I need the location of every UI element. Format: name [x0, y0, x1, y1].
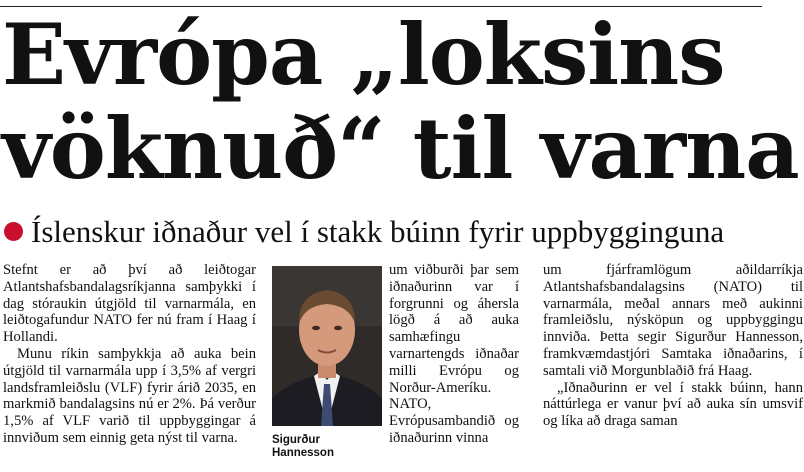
photo-caption — [272, 434, 382, 460]
article-column-2 — [389, 262, 519, 447]
subheadline-text: Íslenskur iðnaður vel í stakk búinn fyrir uppbygginguna — [31, 214, 725, 249]
caption-line: Sigurður — [272, 434, 320, 446]
headline-line: vöknuð“ til varna — [2, 99, 799, 198]
paragraph: Stefnt er að því að leiðtogar Atlantshafsbandalagsríkjanna samþykki í dag stóraukin útgjöld til varnarmála, en leiðtogafundur NATO fer nú fram í Haag í Hollandi. — [3, 262, 256, 346]
paragraph: um fjárframlögum aðildarríkja Atlantshafsbandalagsins (NATO) til varnarmála, meðal annars með aukinni framleiðslu, nýsköpun og uppbyggingu innviða. Þetta segir Sigurður Hannesson, framkvæmdastjóri Samtaka iðnaðarins, í samtali við Morgunblaðið frá Haag. — [543, 262, 803, 379]
portrait-illustration — [272, 266, 382, 426]
paragraph: um viðburði þar sem iðnaðurinn var í forgrunni og áhersla lögð á að auka samhæfingu varnartengds iðnaðar milli Evrópu og Norður-Ameríku. NATO, Evrópusambandið og iðnaðurinn vinna — [389, 262, 519, 446]
article-column-3 — [543, 262, 803, 430]
article-column-1 — [3, 262, 256, 447]
headline-line: Evrópa „loksins — [2, 5, 725, 104]
caption-line: Hannesson — [272, 447, 334, 459]
headline — [2, 5, 799, 198]
portrait-photo — [272, 266, 382, 426]
red-bullet-icon — [4, 222, 23, 241]
paragraph: Munu ríkin samþykkja að auka bein útgjöld til varnarmála upp í 3,5% af vergri landsframleiðslu (VLF) fyrir árið 2035, en markmið bandalagsins nú er 2%. Þá verður 1,5% af VLF varið til uppbyggingar á innviðum sem einnig geta nýst til varna. — [3, 345, 256, 446]
subheadline — [4, 214, 804, 250]
paragraph: „Iðnaðurinn er vel í stakk búinn, hann náttúrlega er vanur því að auka sín umsvif og líka að draga saman — [543, 379, 803, 430]
